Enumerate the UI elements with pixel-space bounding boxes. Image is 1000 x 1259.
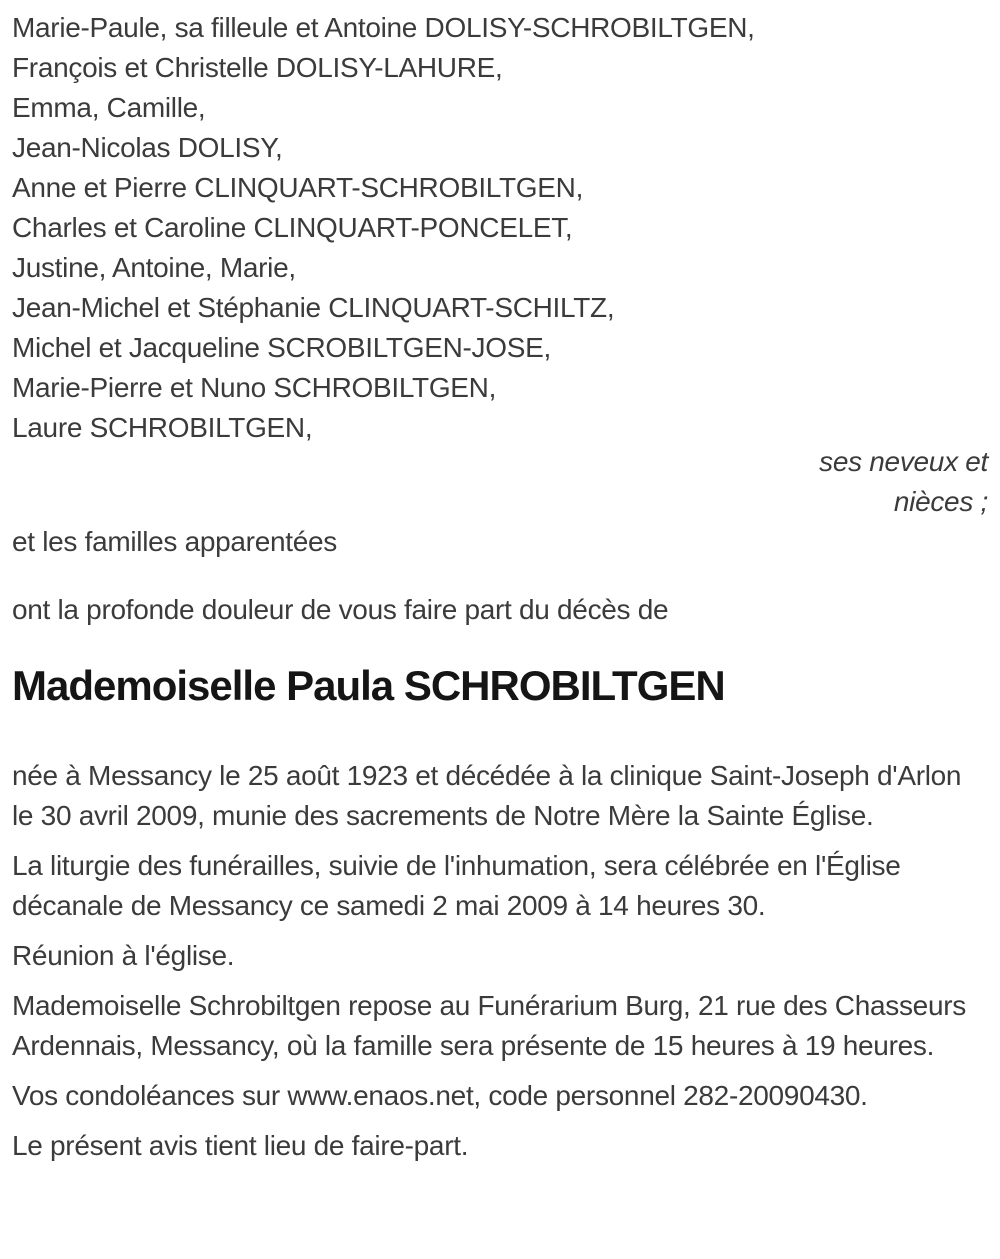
relation-note-line: nièces ; [893,486,988,517]
family-line: François et Christelle DOLISY-LAHURE, [12,52,503,83]
notice-body [12,756,988,1166]
paragraph-closing: Le présent avis tient lieu de faire-part. [12,1130,469,1161]
paragraph-condolences: Vos condoléances sur www.enaos.net, code personnel 282-20090430. [12,1080,868,1111]
family-names-block [12,8,988,448]
family-line: Marie-Paule, sa filleule et Antoine DOLISY-SCHROBILTGEN, [12,12,755,43]
family-line: Jean-Nicolas DOLISY, [12,132,283,163]
family-line: Justine, Antoine, Marie, [12,252,296,283]
relation-note-line: ses neveux et [819,446,988,477]
related-families-line: et les familles apparentées [12,526,337,557]
family-line: Emma, Camille, [12,92,206,123]
relation-note [12,442,988,522]
family-line: Charles et Caroline CLINQUART-PONCELET, [12,212,573,243]
family-line: Marie-Pierre et Nuno SCHROBILTGEN, [12,372,497,403]
family-line: Jean-Michel et Stéphanie CLINQUART-SCHILTZ, [12,292,615,323]
paragraph-funeral: La liturgie des funérailles, suivie de l'inhumation, sera célébrée en l'Église décanale de Messancy ce samedi 2 mai 2009 à 14 heures 30. [12,850,901,921]
announcement-line: ont la profonde douleur de vous faire part du décès de [12,594,669,625]
paragraph-repose: Mademoiselle Schrobiltgen repose au Funérarium Burg, 21 rue des Chasseurs Ardennais, Messancy, où la famille sera présente de 15 heures à 19 heures. [12,990,966,1061]
family-line: Laure SCHROBILTGEN, [12,412,313,443]
family-line: Anne et Pierre CLINQUART-SCHROBILTGEN, [12,172,584,203]
family-line: Michel et Jacqueline SCROBILTGEN-JOSE, [12,332,551,363]
paragraph-meeting: Réunion à l'église. [12,940,235,971]
paragraph-birth-death: née à Messancy le 25 août 1923 et décédée à la clinique Saint-Joseph d'Arlon le 30 avril 2009, munie des sacrements de Notre Mère la Sainte Église. [12,760,962,831]
deceased-name-heading: Mademoiselle Paula SCHROBILTGEN [12,662,725,709]
